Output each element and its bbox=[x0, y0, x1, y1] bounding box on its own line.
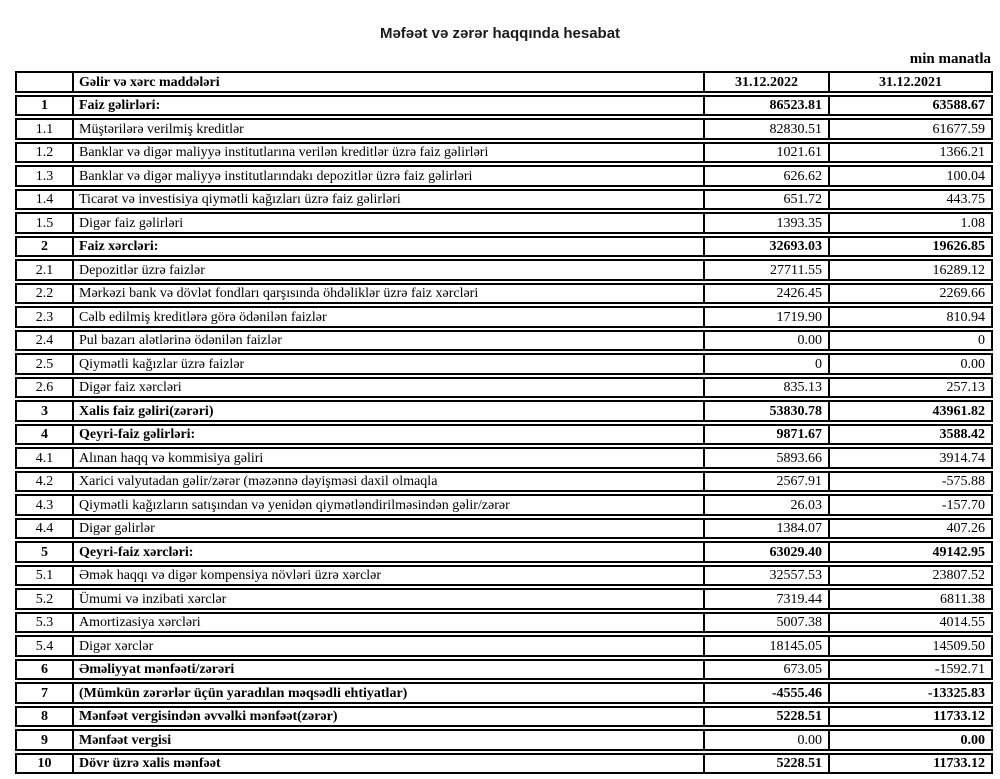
value-2021: 11733.12 bbox=[933, 709, 985, 724]
value-2021: 443.75 bbox=[946, 192, 985, 207]
table-row bbox=[15, 612, 993, 634]
row-label: Alınan haqq və kommisiya gəliri bbox=[74, 449, 705, 467]
value-2022: 626.62 bbox=[705, 167, 830, 185]
value-2022: 7319.44 bbox=[705, 590, 830, 608]
table-row bbox=[15, 236, 993, 258]
unit-note: min manatla bbox=[909, 51, 991, 67]
value-2022: 1393.35 bbox=[705, 214, 830, 232]
table-body bbox=[15, 95, 993, 775]
value-2022: 82830.51 bbox=[705, 120, 830, 138]
value-2021: 14509.50 bbox=[932, 638, 985, 654]
value-2022: 53830.78 bbox=[705, 402, 830, 420]
value-2022: 5228.51 bbox=[705, 708, 830, 726]
value-2021: 63588.67 bbox=[932, 98, 985, 113]
value-2022: 651.72 bbox=[705, 191, 830, 209]
page-title: Məfəət və zərər haqqında hesabat bbox=[379, 25, 621, 42]
row-number: 5.3 bbox=[17, 614, 74, 632]
row-number: 5.2 bbox=[17, 590, 74, 608]
row-label: Qeyri-faiz xərcləri: bbox=[74, 543, 705, 561]
row-label: (Mümkün zərərlər üçün yaradılan məqsədli ehtiyatlar) bbox=[74, 684, 705, 702]
row-number: 7 bbox=[17, 684, 74, 702]
value-2022: 1719.90 bbox=[705, 308, 830, 326]
table-row bbox=[15, 306, 993, 328]
value-2022: 5228.51 bbox=[705, 755, 830, 773]
table-row bbox=[15, 95, 993, 117]
header-date-2022: 31.12.2022 bbox=[705, 73, 830, 91]
row-label: Xarici valyutadan gəlir/zərər (məzənnə dəyişməsi daxil olmaqla bbox=[74, 473, 705, 491]
value-2021: 0.00 bbox=[960, 732, 985, 748]
table-row bbox=[15, 682, 993, 704]
table-row bbox=[15, 118, 993, 140]
row-number: 1.1 bbox=[17, 120, 74, 138]
row-label: Müştərilərə verilmiş kreditlər bbox=[74, 120, 705, 138]
value-2021: 810.94 bbox=[946, 309, 985, 325]
value-2021: 4014.55 bbox=[939, 615, 985, 630]
value-2021: 1.08 bbox=[960, 215, 985, 231]
row-number: 2 bbox=[17, 238, 74, 256]
table-row bbox=[15, 259, 993, 281]
value-2022: 0.00 bbox=[705, 731, 830, 749]
row-label: Digər xərclər bbox=[74, 637, 705, 655]
value-2022: 63029.40 bbox=[705, 543, 830, 561]
row-number: 1.5 bbox=[17, 214, 74, 232]
table-row bbox=[15, 635, 993, 657]
value-2022: 5893.66 bbox=[705, 449, 830, 467]
value-2022: 9871.67 bbox=[705, 426, 830, 444]
value-2021: -13325.83 bbox=[927, 685, 985, 701]
row-number: 4 bbox=[17, 426, 74, 444]
row-number: 5.1 bbox=[17, 567, 74, 585]
table-row bbox=[15, 729, 993, 751]
value-2021: 3588.42 bbox=[939, 427, 985, 442]
row-label: Qiymətli kağızların satışından və yenidən qiymətləndirilməsindən gəlir/zərər bbox=[74, 496, 705, 514]
value-2022: 18145.05 bbox=[705, 637, 830, 655]
value-2021: 407.26 bbox=[946, 521, 985, 536]
row-label: Banklar və digər maliyyə institutlarına verilən kreditlər üzrə faiz gəlirləri bbox=[74, 144, 705, 162]
value-2021: 257.13 bbox=[946, 380, 985, 395]
row-label: Digər faiz gəlirləri bbox=[74, 214, 705, 232]
value-2021: 0.00 bbox=[960, 356, 985, 372]
value-2021: 0 bbox=[978, 333, 985, 348]
value-2022: -4555.46 bbox=[705, 684, 830, 702]
row-label: Faiz xərcləri: bbox=[74, 238, 705, 256]
header-date-2021: 31.12.2021 bbox=[879, 74, 942, 90]
value-2021: 61677.59 bbox=[932, 121, 985, 137]
row-label: Amortizasiya xərcləri bbox=[74, 614, 705, 632]
row-number: 9 bbox=[17, 731, 74, 749]
value-2021: -1592.71 bbox=[934, 662, 985, 677]
row-number: 8 bbox=[17, 708, 74, 726]
table-row bbox=[15, 377, 993, 399]
row-number: 6 bbox=[17, 661, 74, 679]
row-number: 1 bbox=[17, 97, 74, 115]
value-2021: 11733.12 bbox=[933, 756, 985, 771]
row-number: 10 bbox=[17, 755, 74, 773]
row-label: Digər gəlirlər bbox=[74, 520, 705, 538]
value-2022: 1021.61 bbox=[705, 144, 830, 162]
table-row bbox=[15, 706, 993, 728]
row-number: 4.4 bbox=[17, 520, 74, 538]
value-2021: 16289.12 bbox=[932, 262, 985, 278]
header-label-cell: Gəlir və xərc maddələri bbox=[74, 73, 705, 91]
row-label: Depozitlər üzrə faizlər bbox=[74, 261, 705, 279]
table-row bbox=[15, 283, 993, 305]
row-label: Digər faiz xərcləri bbox=[74, 379, 705, 397]
value-2021: 1366.21 bbox=[939, 145, 985, 160]
row-label: Xalis faiz gəliri(zərəri) bbox=[74, 402, 705, 420]
row-number: 5 bbox=[17, 543, 74, 561]
row-number: 2.6 bbox=[17, 379, 74, 397]
table-row bbox=[15, 165, 993, 187]
row-number: 2.1 bbox=[17, 261, 74, 279]
table-row bbox=[15, 330, 993, 352]
row-label: Banklar və digər maliyyə institutlarındakı depozitlər üzrə faiz gəlirləri bbox=[74, 167, 705, 185]
row-number: 4.2 bbox=[17, 473, 74, 491]
row-number: 2.5 bbox=[17, 355, 74, 373]
row-label: Əməliyyat mənfəəti/zərəri bbox=[74, 661, 705, 679]
row-number: 4.1 bbox=[17, 449, 74, 467]
value-2022: 0.00 bbox=[705, 332, 830, 350]
value-2022: 27711.55 bbox=[705, 261, 830, 279]
row-number: 1.4 bbox=[17, 191, 74, 209]
row-number: 3 bbox=[17, 402, 74, 420]
row-label: Mənfəət vergisi bbox=[74, 731, 705, 749]
value-2022: 2567.91 bbox=[705, 473, 830, 491]
row-label: Mərkəzi bank və dövlət fondları qarşısında öhdəliklər üzrə faiz xərcləri bbox=[74, 285, 705, 303]
row-label: Qeyri-faiz gəlirləri: bbox=[74, 426, 705, 444]
value-2021: 19626.85 bbox=[932, 239, 985, 254]
table-row bbox=[15, 142, 993, 164]
table-row bbox=[15, 212, 993, 234]
value-2021: -157.70 bbox=[941, 497, 985, 513]
row-number: 1.2 bbox=[17, 144, 74, 162]
value-2021: 23807.52 bbox=[932, 568, 985, 583]
table-row bbox=[15, 471, 993, 493]
row-number: 2.4 bbox=[17, 332, 74, 350]
row-label: Faiz gəlirləri: bbox=[74, 97, 705, 115]
table-row bbox=[15, 424, 993, 446]
table-row bbox=[15, 518, 993, 540]
row-label: Ticarət və investisiya qiymətli kağızları üzrə faiz gəlirləri bbox=[74, 191, 705, 209]
value-2022: 835.13 bbox=[705, 379, 830, 397]
value-2021: 6811.38 bbox=[940, 591, 985, 607]
row-number: 2.3 bbox=[17, 308, 74, 326]
table-row bbox=[15, 353, 993, 375]
value-2021: -575.88 bbox=[941, 474, 985, 489]
value-2021: 2269.66 bbox=[939, 286, 985, 301]
row-number: 1.3 bbox=[17, 167, 74, 185]
table-row bbox=[15, 753, 993, 775]
value-2022: 2426.45 bbox=[705, 285, 830, 303]
value-2022: 86523.81 bbox=[705, 97, 830, 115]
value-2022: 0 bbox=[705, 355, 830, 373]
table-row bbox=[15, 588, 993, 610]
table-row bbox=[15, 447, 993, 469]
table-row bbox=[15, 494, 993, 516]
row-number: 2.2 bbox=[17, 285, 74, 303]
value-2022: 1384.07 bbox=[705, 520, 830, 538]
value-2021: 43961.82 bbox=[932, 403, 985, 419]
value-2022: 26.03 bbox=[705, 496, 830, 514]
table-row bbox=[15, 659, 993, 681]
table-row bbox=[15, 541, 993, 563]
value-2022: 32693.03 bbox=[705, 238, 830, 256]
row-label: Pul bazarı alətlərinə ödənilən faizlər bbox=[74, 332, 705, 350]
header-number-cell bbox=[17, 73, 74, 91]
value-2022: 32557.53 bbox=[705, 567, 830, 585]
table-header-row bbox=[15, 71, 993, 93]
value-2021: 49142.95 bbox=[932, 544, 985, 560]
value-2022: 5007.38 bbox=[705, 614, 830, 632]
row-label: Dövr üzrə xalis mənfəət bbox=[74, 755, 705, 773]
row-number: 4.3 bbox=[17, 496, 74, 514]
row-label: Cəlb edilmiş kreditlərə görə ödənilən faizlər bbox=[74, 308, 705, 326]
row-label: Əmək haqqı və digər kompensiya növləri üzrə xərclər bbox=[74, 567, 705, 585]
value-2021: 3914.74 bbox=[939, 450, 985, 466]
profit-loss-table bbox=[15, 71, 993, 774]
row-label: Ümumi və inzibati xərclər bbox=[74, 590, 705, 608]
value-2021: 100.04 bbox=[946, 168, 985, 184]
value-2022: 673.05 bbox=[705, 661, 830, 679]
row-number: 5.4 bbox=[17, 637, 74, 655]
table-row bbox=[15, 565, 993, 587]
row-label: Mənfəət vergisindən əvvəlki mənfəət(zərər) bbox=[74, 708, 705, 726]
table-row bbox=[15, 400, 993, 422]
table-row bbox=[15, 189, 993, 211]
row-label: Qiymətli kağızlar üzrə faizlər bbox=[74, 355, 705, 373]
